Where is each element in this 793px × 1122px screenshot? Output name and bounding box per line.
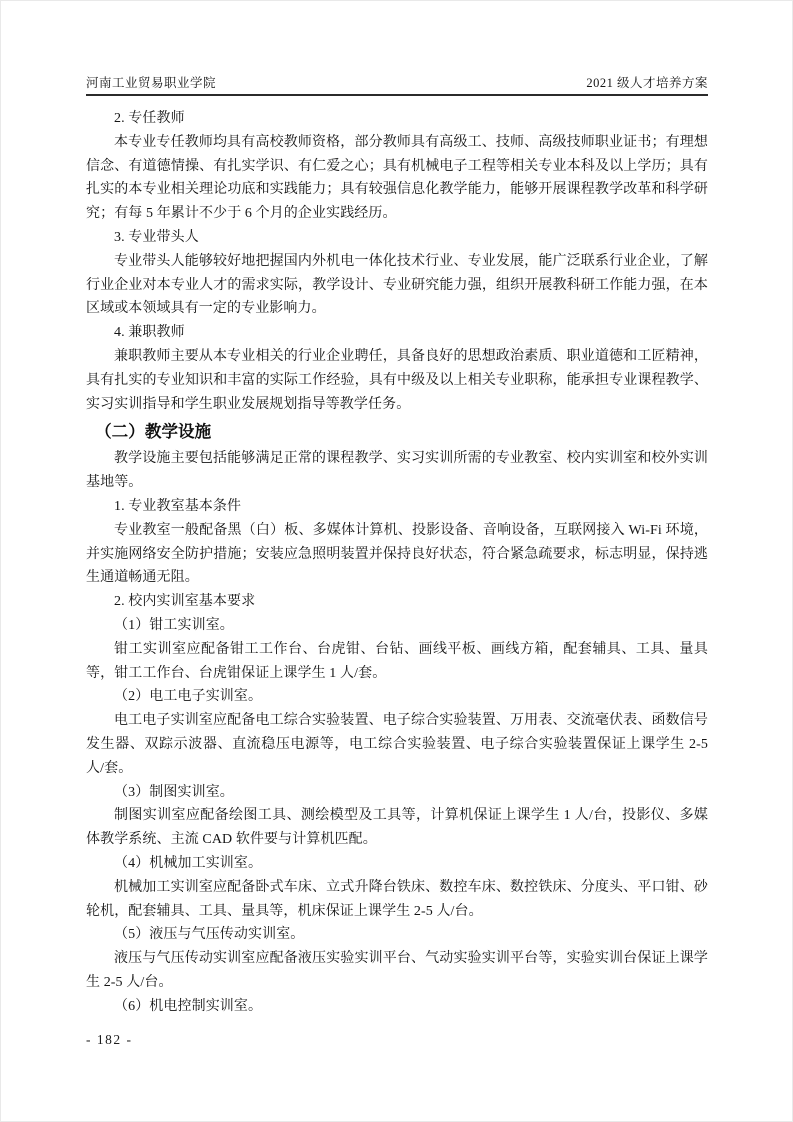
paragraph: 钳工实训室应配备钳工工作台、台虎钳、台钻、画线平板、画线方箱，配套辅具、工具、量具等，钳工工作台、台虎钳保证上课学生 1 人/套。 <box>86 641 708 681</box>
list-item: 4. 兼职教师 <box>114 325 185 341</box>
list-item: （1）钳工实训室。 <box>114 617 234 633</box>
document-body <box>86 107 708 1018</box>
paragraph: 制图实训室应配备绘图工具、测绘模型及工具等，计算机保证上课学生 1 人/台，投影仪、多媒体教学系统、主流 CAD 软件要与计算机匹配。 <box>86 808 708 848</box>
paragraph: 专业教室一般配备黑（白）板、多媒体计算机、投影设备、音响设备，互联网接入 Wi-Fi 环境，并实施网络安全防护措施；安装应急照明装置并保持良好状态，符合紧急疏要求，标志明显，保持逃生通道畅通无阻。 <box>86 522 708 586</box>
list-item: （5）液压与气压传动实训室。 <box>114 927 305 943</box>
list-item: 1. 专业教室基本条件 <box>114 498 242 514</box>
page-number: - 182 - <box>86 1032 133 1047</box>
paragraph: 电工电子实训室应配备电工综合实验装置、电子综合实验装置、万用表、交流毫伏表、函数信号发生器、双踪示波器、直流稳压电源等，电工综合实验装置、电子综合实验装置保证上课学生 2-5 人/套。 <box>86 713 708 776</box>
page-header <box>86 75 708 96</box>
list-item: 2. 专任教师 <box>114 111 185 126</box>
header-doc-title: 2021 级人才培养方案 <box>586 76 708 90</box>
list-item: （4）机械加工实训室。 <box>114 855 263 871</box>
list-item: 3. 专业带头人 <box>114 229 199 245</box>
paragraph: 机械加工实训室应配备卧式车床、立式升降台铁床、数控车床、数控铁床、分度头、平口钳、砂轮机，配套辅具、工具、量具等，机床保证上课学生 2-5 人/台。 <box>86 879 708 919</box>
list-item: （3）制图实训室。 <box>114 784 234 800</box>
section-heading: （二）教学设施 <box>95 423 212 442</box>
paragraph: 教学设施主要包括能够满足正常的课程教学、实习实训所需的专业教室、校内实训室和校外实训基地等。 <box>86 451 708 491</box>
list-item: 2. 校内实训室基本要求 <box>114 594 256 610</box>
header-school-name: 河南工业贸易职业学院 <box>86 76 217 90</box>
paragraph: 本专业专任教师均具有高校教师资格，部分教师具有高级工、技师、高级技师职业证书；有理想信念、有道德情操、有扎实学识、有仁爱之心；具有机械电子工程等相关专业本科及以上学历；具有扎实的本专业相关理论功底和实践能力；具有较强信息化教学能力，能够开展课程教学改革和科学研究；有每 5 年累计不少于 6 个月的企业实践经历。 <box>86 134 708 222</box>
list-item: （6）机电控制实训室。 <box>114 998 263 1014</box>
page-footer <box>86 1032 133 1048</box>
list-item: （2）电工电子实训室。 <box>114 689 263 705</box>
paragraph: 液压与气压传动实训室应配备液压实验实训平台、气动实验实训平台等，实验实训台保证上课学生 2-5 人/台。 <box>86 951 708 990</box>
paragraph: 兼职教师主要从本专业相关的行业企业聘任，具备良好的思想政治素质、职业道德和工匠精神，具有扎实的专业知识和丰富的实际工作经验，具有中级及以上相关专业职称，能承担专业课程教学、实习实训指导和学生职业发展规划指导等教学任务。 <box>86 348 708 412</box>
paragraph: 专业带头人能够较好地把握国内外机电一体化技术行业、专业发展，能广泛联系行业企业，了解行业企业对本专业人才的需求实际，教学设计、专业研究能力强，组织开展教科研工作能力强，在本区域或本领域具有一定的专业影响力。 <box>86 253 708 317</box>
